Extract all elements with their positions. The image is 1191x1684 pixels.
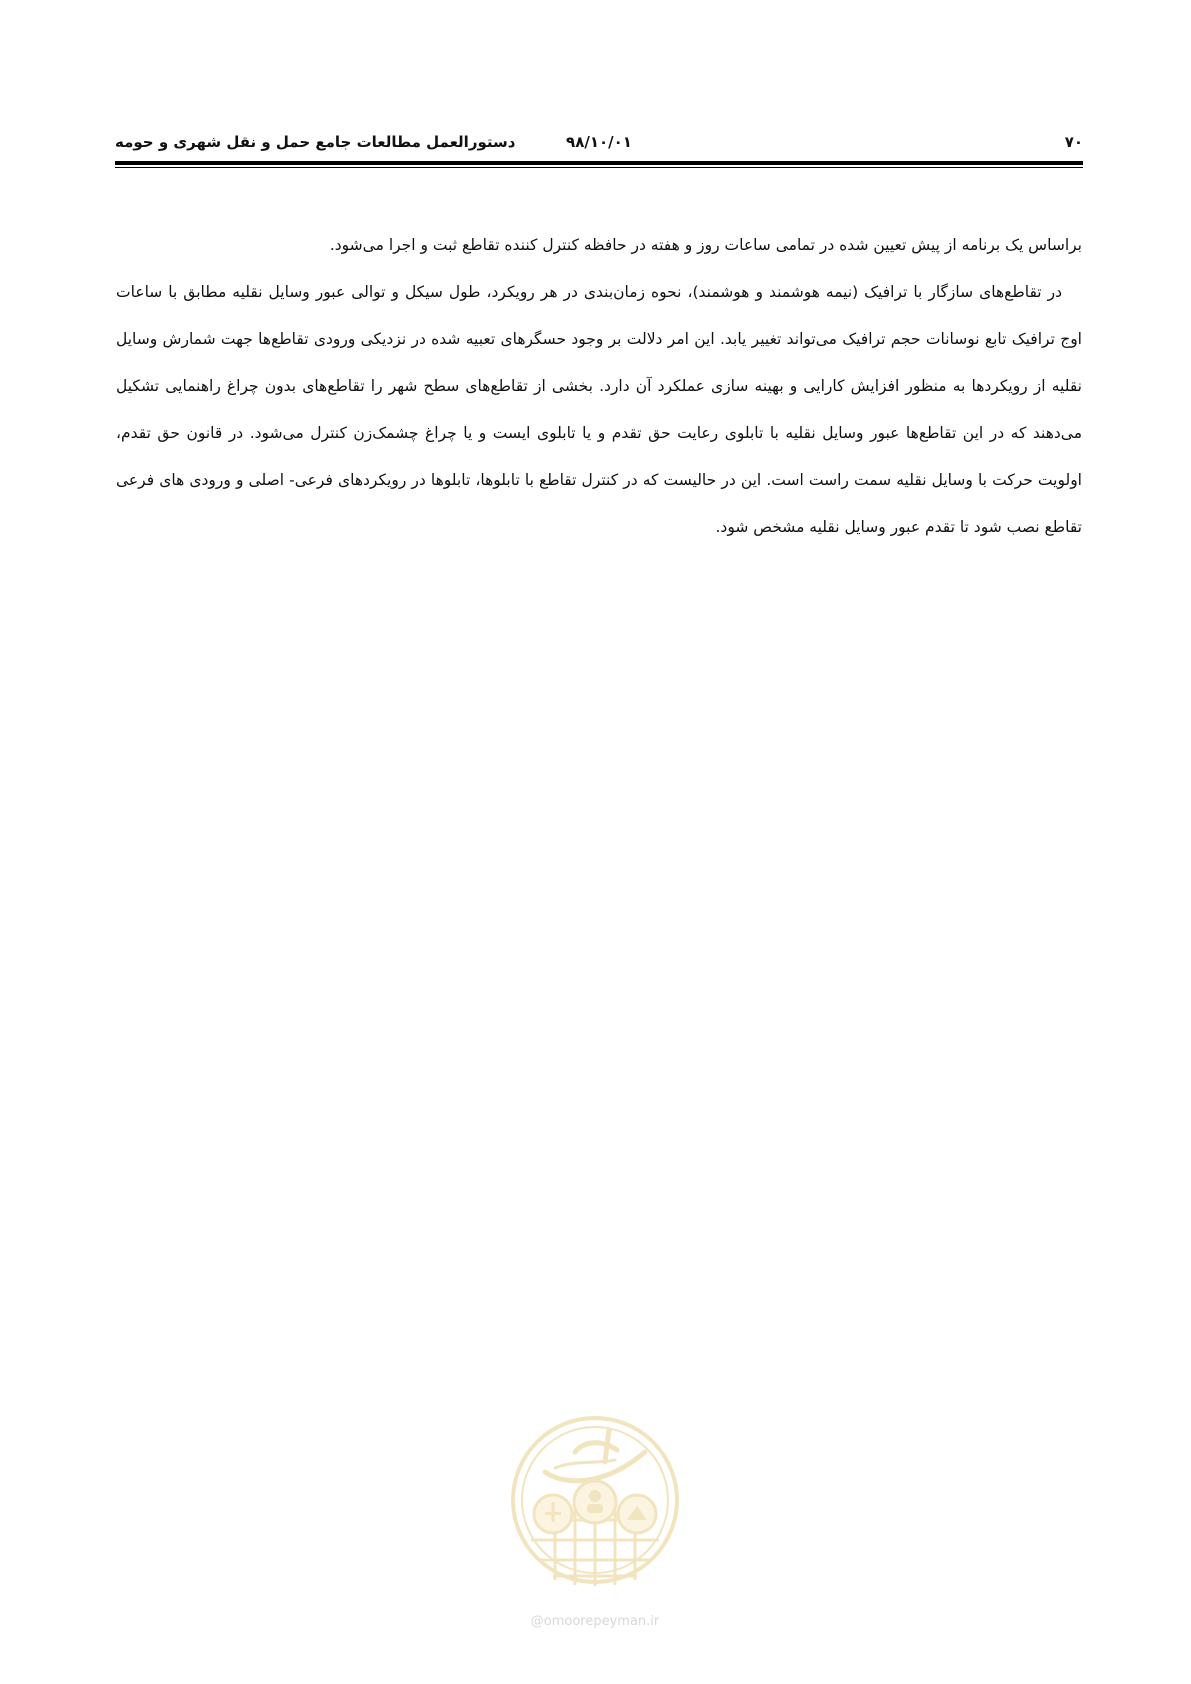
body-text xyxy=(116,222,1082,551)
paragraph: در تقاطع‌های سازگار با ترافیک (نیمه هوشمند و هوشمند)، نحوه زمان‌بندی در هر رویکرد، طول سیکل و توالی عبور وسایل نقلیه مطابق با ساعات اوج ترافیک تابع نوسانات حجم ترافیک می‌تواند تغییر یابد. این امر دلالت بر وجود حسگرهای تعبیه شده در نزدیکی ورودی تقاطع‌ها جهت شمارش وسایل نقلیه از رویکردها به منظور افزایش کارایی و بهینه سازی عملکرد آن دارد. بخشی از تقاطع‌های سطح شهر را تقاطع‌های بدون چراغ راهنمایی تشکیل می‌دهند که در این تقاطع‌ها عبور وسایل نقلیه با تابلوی رعایت حق تقدم و یا تابلوی ایست و یا چراغ چشمک‌زن کنترل می‌شود. در قانون حق تقدم، اولویت حرکت با وسایل نقلیه سمت راست است. این در حالیست که در کنترل تقاطع با تابلوها، تابلوها در رویکردهای فرعی- اصلی و ورودی های فرعی تقاطع نصب شود تا تقدم عبور وسایل نقلیه مشخص شود. xyxy=(116,283,1082,536)
document-title: دستورالعمل مطالعات جامع حمل و نقل شهری و حومه xyxy=(115,133,516,151)
watermark-logo xyxy=(505,1390,685,1630)
header-date: ۹۸/۱۰/۰۱ xyxy=(566,133,632,151)
header-rule-thin xyxy=(115,167,1083,168)
watermark-emblem-icon xyxy=(505,1390,685,1610)
page-header xyxy=(115,128,1083,154)
watermark-url: @omoorepeyman.ir xyxy=(530,1614,660,1629)
header-rule xyxy=(115,161,1083,165)
paragraph: براساس یک برنامه از پیش تعیین شده در تمامی ساعات روز و هفته در حافظه کنترل کننده تقاطع ثبت و اجرا می‌شود. xyxy=(329,236,1082,254)
page-number: ۷۰ xyxy=(1064,133,1083,151)
